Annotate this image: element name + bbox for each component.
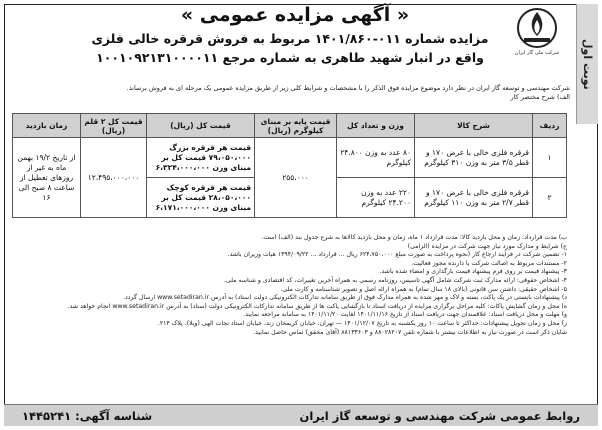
col-header-total-price: قیمت کل (ریال) (147, 114, 255, 138)
intro-text (30, 84, 570, 102)
item-total-text: قیمت هر قرقره بزرگ ۷۹،۰۵۰،۰۰۰ قیمت کل بر مبنای وزن ۶،۳۲۴،۰۰۰،۰۰۰ (155, 142, 251, 172)
footer-bar (4, 404, 598, 426)
row-number: ۲ (533, 178, 567, 218)
logo-caption: شرکت ملی گاز ایران (514, 50, 560, 56)
note-paragraph: د) پیشنهادات بایستی در یک پاکت، بسته و لاک و مهر شده به همراه مدارک فوق از طریق سامانه تدارکات الکترونیکی دولت (ستاد) به آدرس www.setadiran.ir ارسال گردد. (123, 294, 567, 302)
unit-price: ۲۵۵،۰۰۰ (255, 138, 337, 218)
table-header-row (13, 114, 567, 138)
col-header-unit-price: قیمت پایه بر مبنای کیلوگرم (ریال) (255, 114, 337, 138)
col-header-row-no: ردیف (533, 114, 567, 138)
organization-name: روابط عمومی شرکت مهندسی و توسعه گاز ایران (299, 408, 580, 423)
item-total-price (147, 178, 255, 218)
note-paragraph: ۱- تضمین شرکت در فرآیند ارجاع کار (نحوه پرداخت به صورت مبلغ ۶۲۴،۷۵۰،۰۰۰ ریال ... قرارداد ... ۱۳۹۴/۰۹/۲۲ هیات وزیران باشد. (227, 251, 567, 259)
note-paragraph: ز) محل و زمان تحویل پیشنهادات: حداکثر تا ساعت ۱۰ روز یکشنبه به تاریخ ۱۴۰۱/۱۲/۰۷ — تهران، خیابان کریمخان زند، خیابان استاد نجات الهی (ویلا)، پلاک ۲۱۴. (157, 319, 567, 327)
note-paragraph: شایان ذکر است در صورت نیاز به اطلاعات بیشتر با شماره تلفن ۸۸۰۲۸۲۰۷ و ۸۸۱۳۳۶۰۳ (آقای محقق) تماس حاصل نمایید. (253, 328, 567, 336)
note-paragraph: ۵- اشخاص حقیقی: داشتن سن قانونی (بالای ۱۸ سال تمام) به همراه ارائه اصل و تصویر شناسنامه و کارت ملی. (280, 285, 567, 293)
ad-identifier: شناسه آگهی: ۱۴۴۵۲۴۱ (22, 408, 153, 423)
row-number: ۱ (533, 138, 567, 178)
item-description: قرقره فلزی خالی با عرض ۱۷۰ و قطر ۳/۵ متر به وزن ۳۱۰ کیلوگرم (415, 138, 533, 178)
flame-logo-icon (514, 6, 560, 50)
note-paragraph: ۳- پیشنهاد قیمت بر روی فرم پیشنهاد قیمت بارگذاری و امضاء شده باشد. (379, 268, 567, 276)
items-table (12, 113, 567, 218)
note-paragraph: ب) مدت قرارداد: زمان و محل بازدید کالا: مدت قرارداد ۱ ماه، زمان و محل بازدید کالاها به شرح جدول بند (الف) است. (261, 234, 567, 241)
intro-paragraph: شرکت مهندسی و توسعه گاز ایران در نظر دارد موضوع مزایده فوق الذکر را با مشخصات و شرایط کلی زیر از طریق مزایده عمومی یک مرحله ای به فروش برساند. (126, 84, 570, 92)
item-quantity: ۲۲۰ عدد به وزن ۲۴.۲۰۰ کیلوگرم (337, 178, 415, 218)
item-description: قرقره فلزی خالی با عرض ۱۷۰ و قطر ۲/۷ متر به وزن ۱۱۰ کیلوگرم (415, 178, 533, 218)
grand-total: ۱۲،۴۹۵،۰۰۰،۰۰۰ (81, 138, 147, 218)
side-label: نوبت اول (581, 38, 594, 90)
note-paragraph: ۴- اشخاص حقوقی: ارائه مدارک ثبت شرکت شامل آگهی تاسیس، روزنامه رسمی به همراه آخرین تغییرات، کد اقتصادی و شناسه ملی. (223, 276, 567, 284)
note-paragraph: ه) محل و زمان گشایش پاکات: کلیه مراحل برگزاری مزایده از دریافت اسناد تا بازگشایی پاکت ها از طریق سامانه تدارکات الکترونیکی دولت (ستاد) به آدرس www.setadiran.ir انجام خواهد شد. (67, 302, 567, 310)
side-band (576, 4, 598, 124)
visit-time: از تاریخ ۱۹/۲ بهمن ماه به غیر از روزهای تعطیل از ساعت ۸ صبح الی ۱۶ (13, 138, 81, 218)
item-total-price (147, 138, 255, 178)
subtitle-line-1: مزایده شماره ۰۱۱-۱۴۰۱/۸۶۰ مربوط به فروش قرقره خالی فلزی (91, 31, 489, 46)
item-quantity: ۸۰ عدد به وزن ۲۴.۸۰۰ کیلوگرم (337, 138, 415, 178)
note-paragraph: ۲- مستندات مربوط به اصالت شرکت یا دارنده مجوز فعالیت. (411, 259, 567, 267)
note-paragraph: ج) شرایط و مدارک مورد نیاز جهت شرکت در مزایده (الزامی) (407, 242, 567, 250)
col-header-quantity: وزن و تعداد کل (337, 114, 415, 138)
intro-subheading: الف) شرح مختصر کار (510, 93, 570, 101)
note-paragraph: و) مهلت و محل دریافت اسناد: علاقمندان جهت دریافت اسناد از تاریخ ۱۴۰۱/۱۱/۱۶ لغایت ۱۴۰۱/۱۱/۲۰ به سامانه مراجعه نمایند. (243, 311, 567, 319)
ad-title: « آگهی مزایده عمومی » (180, 4, 410, 26)
col-header-visit-time: زمان بازدید (13, 114, 81, 138)
subtitle-line-2: واقع در انبار شهید طاهری به شماره مرجع ۱۰۰۱۰۹۲۱۳۱۰۰۰۰۱۱ (96, 50, 484, 65)
table-row (13, 138, 567, 178)
item-total-text: قیمت هر قرقره کوچک ۲۸،۰۵۰،۰۰۰ قیمت کل بر مبنای وزن ۶،۱۷۱،۰۰۰،۰۰۰ (155, 182, 251, 212)
col-header-grand-total: قیمت کل ۲ قلم (ریال) (81, 114, 147, 138)
col-header-description: شرح کالا (415, 114, 533, 138)
company-logo (502, 6, 572, 68)
notes-section (12, 234, 567, 337)
